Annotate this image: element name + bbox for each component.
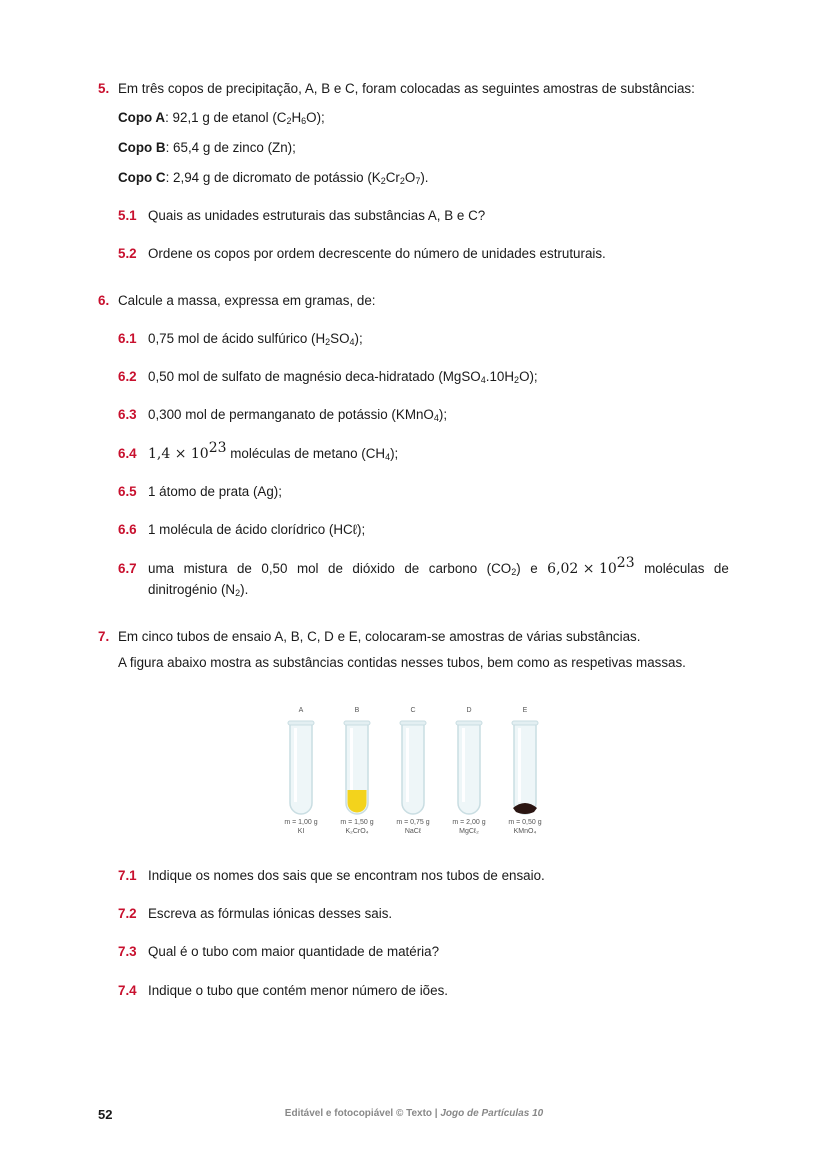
question-5-intro: Em três copos de precipitação, A, B e C, foram colocadas as seguintes amostras de substâncias: [118,81,695,96]
word: de [328,561,343,576]
test-tubes-drawing [272,710,562,820]
copo-a-text: : 92,1 g de etanol (C [165,110,287,125]
copo-b-label: Copo B [118,140,166,155]
tube-formula-e: KMnO₄ [513,828,537,835]
question-6-intro: Calcule a massa, expressa em gramas, de: [118,293,376,308]
question-6-4-exponent: 23 [208,440,227,456]
question-5-number: 5. [98,81,110,96]
question-7-3-number: 7.3 [118,944,137,959]
question-6-2-text: 0,50 mol de sulfato de magnésio deca-hidratado (MgSO [148,369,481,384]
question-7-intro-2: A figura abaixo mostra as substâncias contidas nesses tubos, bem como as respetivas massas. [118,655,686,670]
tube-label-d: D [466,707,472,714]
question-7-1-text: Indique os nomes dos sais que se encontram nos tubos de ensaio. [148,868,545,883]
copo-b-text: : 65,4 g de zinco (Zn); [165,140,296,155]
question-6-4-math: 1,4 × 10 [148,446,209,462]
tube-formula-d: MgCℓ₂ [459,828,479,835]
question-6-7-math: $6,02 \times 10^{23}$ [547,555,635,577]
copo-a-label: Copo A [118,110,166,125]
book-title: Jogo de Partículas 10 [440,1108,544,1119]
test-tube-b [344,721,370,814]
question-6-3-number: 6.3 [118,407,137,422]
question-6-1-line: 0,75 mol de ácido sulfúrico $(H_2SO_4)$; [148,331,363,347]
tube-label-a: A [298,707,304,714]
word: de [404,561,420,576]
question-7-2-number: 7.2 [118,906,137,921]
word: de [713,561,729,576]
copo-b-line [118,139,296,157]
tube-label-c: C [410,707,416,714]
question-6-4-line: $1,4 \times 10^{23}$ moléculas de metano $(CH_4)$; [148,440,399,462]
tube-mass-b: m = 1,50 g [340,819,374,826]
test-tube-a [288,721,314,814]
question-6-3-text: 0,300 mol de permanganato de potássio (KMnO [148,407,434,422]
question-7-intro-1: Em cinco tubos de ensaio A, B, C, D e E, colocaram-se amostras de várias substâncias. [118,629,641,644]
word: dióxido [352,561,395,576]
question-5-2-number: 5.2 [118,246,137,261]
word: moléculas [644,561,705,576]
word: carbono [428,561,478,576]
page-number: 52 [98,1107,113,1122]
tube-formula-b: K₂CrO₄ [345,828,369,835]
word: uma [148,561,175,576]
copo-c-text: : 2,94 g de dicromato de potássio (K [165,170,381,185]
question-6-3-line: 0,300 mol de permanganato de potássio (KMnO$_4$); [148,407,448,423]
question-6-6-text: 1 molécula de ácido clorídrico (HCℓ); [148,522,366,537]
word: de [236,561,252,576]
copo-c-line: Copo C: 2,94 g de dicromato de potássio $(K_2Cr_2O_7)$. [118,170,429,186]
question-7-4-text: Indique o tubo que contém menor número de iões. [148,983,448,998]
tube-mass-d: m = 2,00 g [452,819,486,826]
tube-formula-c: NaCℓ [404,828,422,835]
question-6-7-number: 6.7 [118,561,137,576]
question-7-number: 7. [98,629,110,644]
question-6-5-number: 6.5 [118,484,137,499]
word: 0,50 [261,561,288,576]
question-5-1-number: 5.1 [118,208,137,223]
question-7-4-number: 7.4 [118,983,137,998]
copo-a-line: Copo A: 92,1 g de etanol $(C_2H_6O)$; [118,110,325,126]
question-6-4-number: 6.4 [118,446,137,461]
tube-formula-a: KI [297,828,305,835]
tube-mass-a: m = 1,00 g [284,819,318,826]
word: mistura [183,561,228,576]
question-7-3-text: Qual é o tubo com maior quantidade de matéria? [148,944,440,959]
footer-credits: Editável e fotocopiável © Texto | Jogo de Partículas 10 [284,1108,544,1119]
question-7-2-text: Escreva as fórmulas iónicas desses sais. [148,906,393,921]
test-tube-c [400,721,426,814]
question-6-7-line-1 [148,555,729,578]
question-6-number: 6. [98,293,110,308]
question-6-2-number: 6.2 [118,369,137,384]
question-5-2-text: Ordene os copos por ordem decrescente do número de unidades estruturais. [148,246,606,261]
question-6-5-text: 1 átomo de prata (Ag); [148,484,282,499]
question-6-6-number: 6.6 [118,522,137,537]
tube-label-b: B [354,707,360,714]
co2-formula: $(CO_2)$ [486,561,521,577]
tube-contents [348,790,367,813]
test-tube-d [456,721,482,814]
tube-mass-c: m = 0,75 g [396,819,430,826]
question-6-2-line: 0,50 mol de sulfato de magnésio deca-hidratado $(MgSO_4.10H_2O)$; [148,369,538,385]
tube-label-e: E [522,707,528,714]
question-6-4-text: moléculas de metano (CH [226,446,386,461]
question-6-7-line-2: dinitrogénio $(N_2)$. [148,582,249,598]
word: mol [296,561,319,576]
copo-c-label: Copo C [118,170,166,185]
question-6-1-text: 0,75 mol de ácido sulfúrico (H [148,331,326,346]
test-tubes-figure [272,700,562,850]
question-5-1-text: Quais as unidades estruturais das substâncias A, B e C? [148,208,486,223]
test-tube-e [512,721,538,814]
tube-mass-e: m = 0,50 g [508,819,542,826]
word: e [530,561,538,576]
question-6-1-number: 6.1 [118,331,137,346]
question-7-1-number: 7.1 [118,868,137,883]
